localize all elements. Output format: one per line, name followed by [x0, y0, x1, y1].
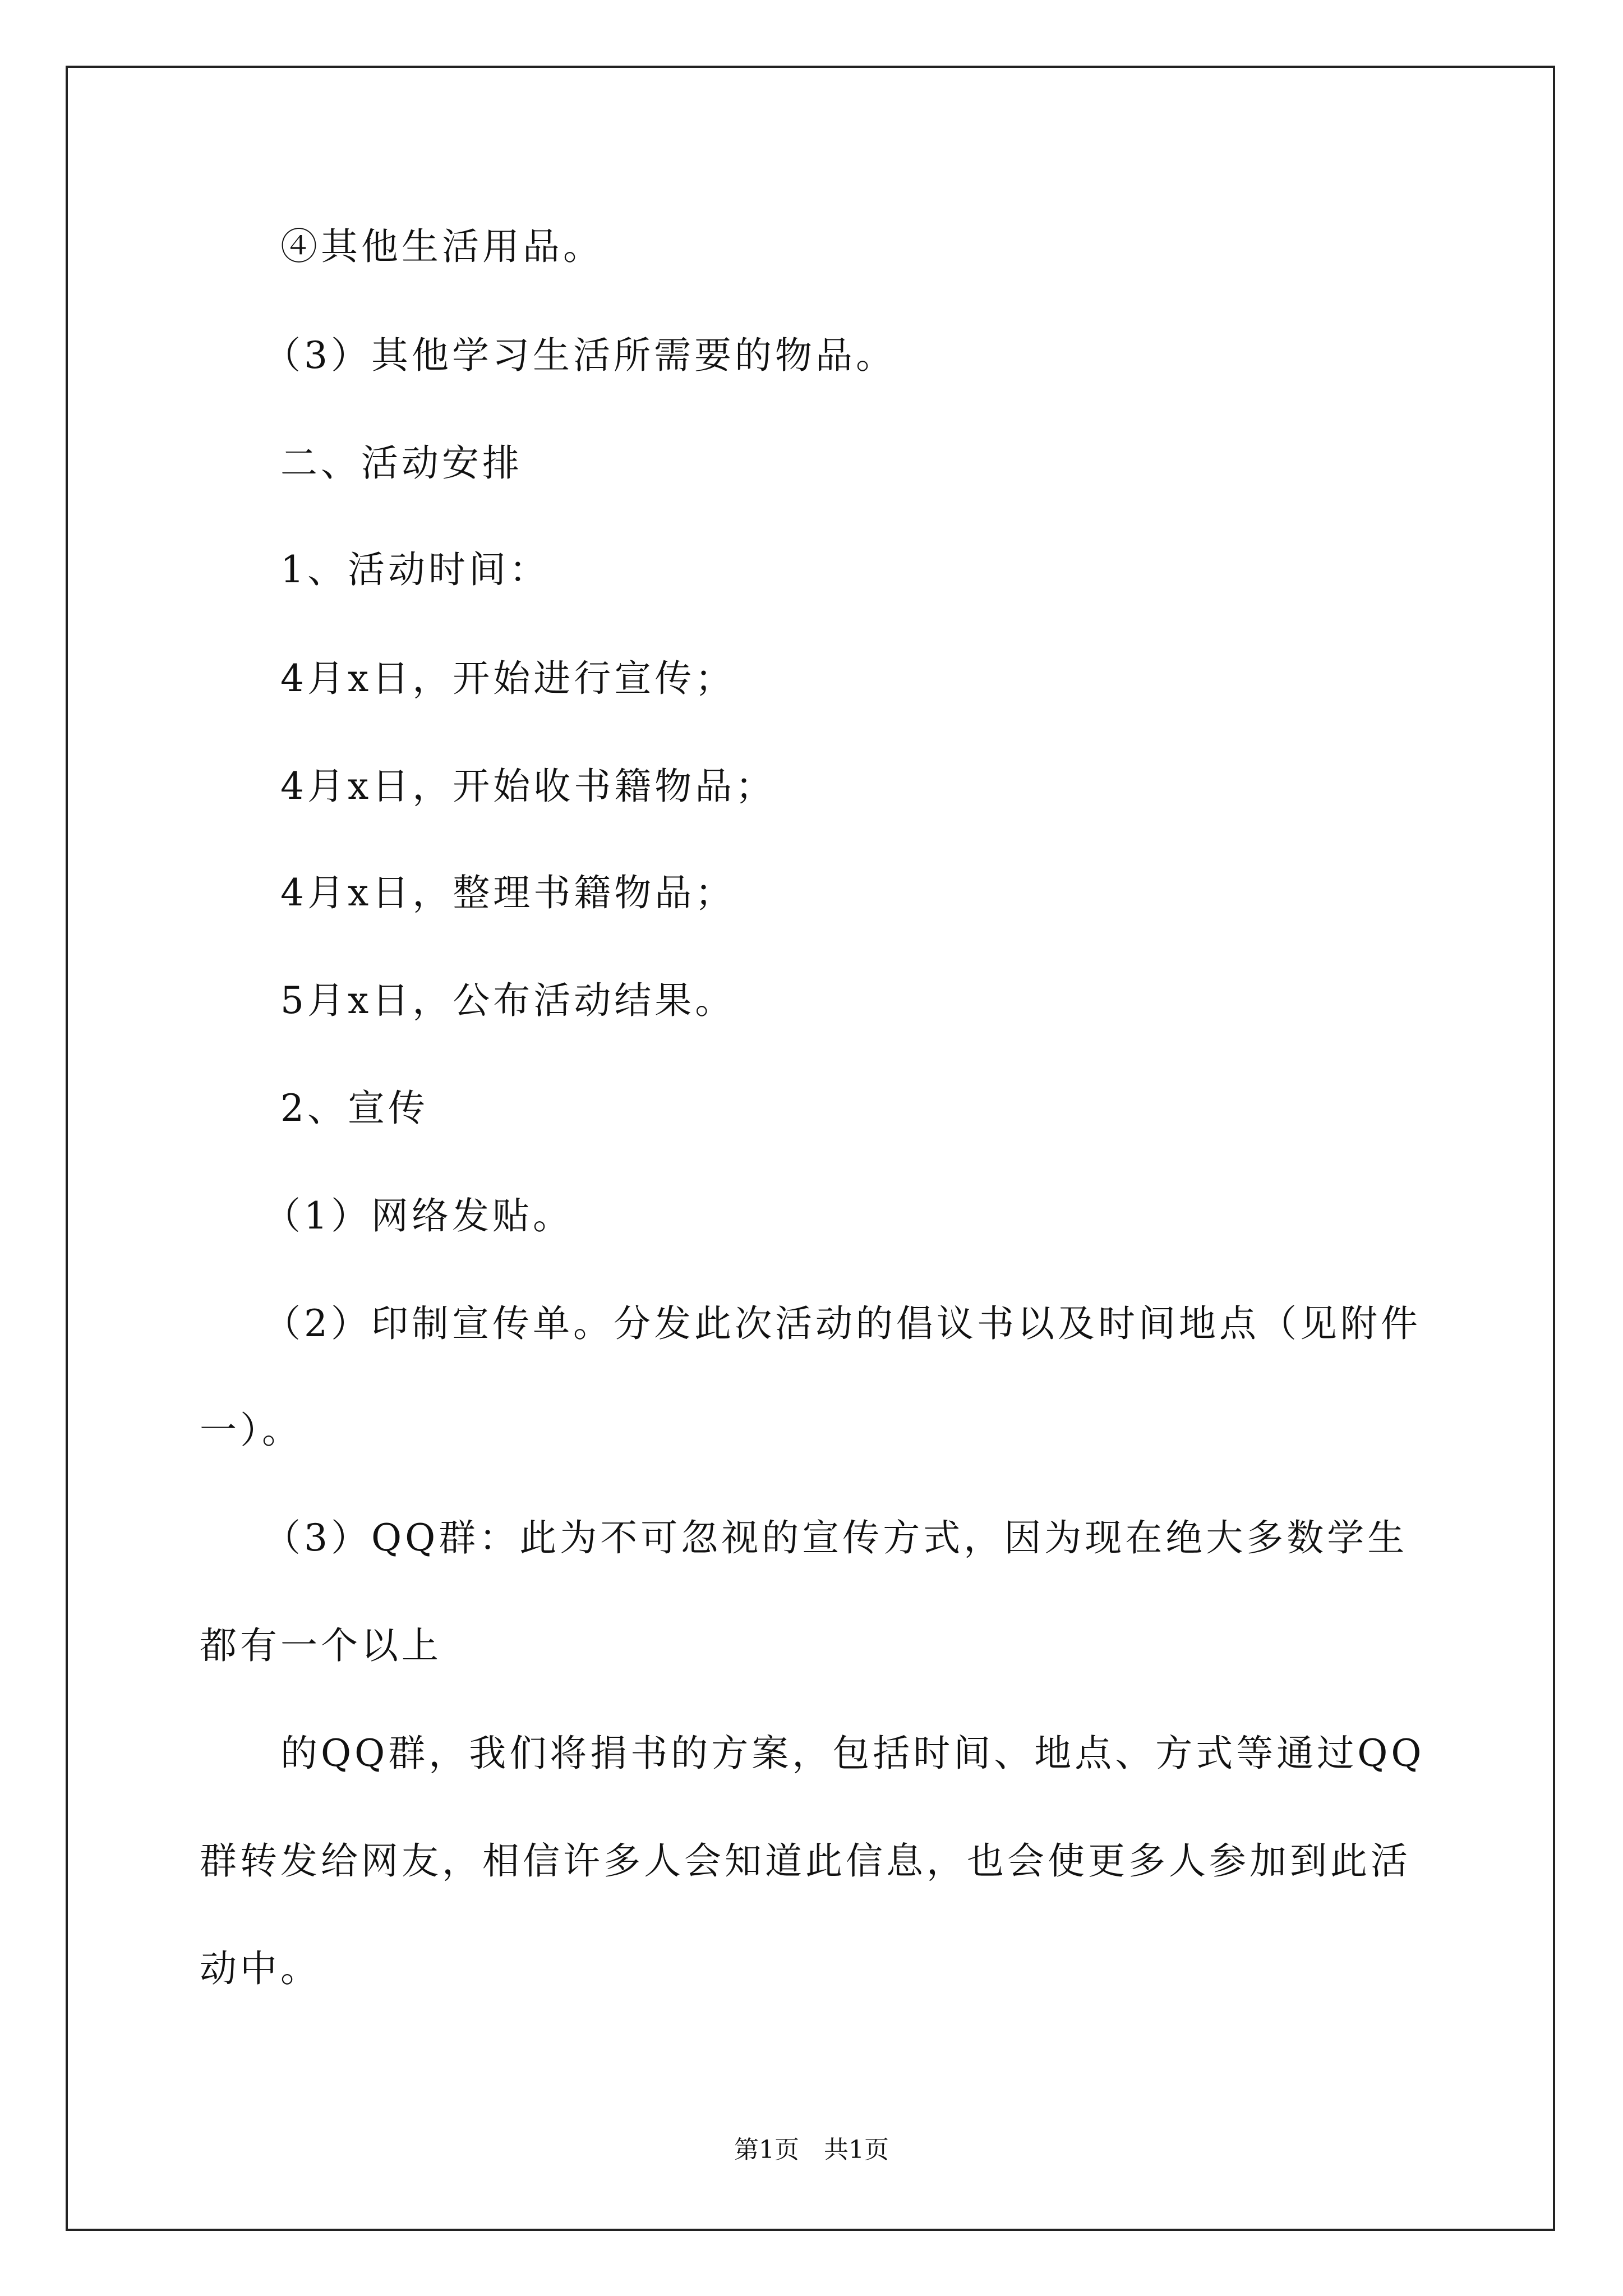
publicity-item-flyers-line-2: 一）。 [200, 1409, 302, 1452]
publicity-item-qq-group-line-1: （3）QQ群：此为不可忽视的宣传方式，因为现在绝大多数学生 [264, 1516, 1408, 1559]
schedule-item-collect-books: 4月x日，开始收书籍物品； [280, 765, 776, 808]
subheading-publicity: 2、宣传 [280, 1087, 428, 1130]
page-border [66, 66, 1555, 2231]
section-heading-activity-arrangement: 二、活动安排 [280, 441, 523, 485]
paragraph-qq-forward-line-2: 群转发给网友，相信许多人会知道此信息，也会使更多人参加到此活 [200, 1839, 1411, 1883]
publicity-item-qq-group-line-2: 都有一个以上 [200, 1624, 442, 1667]
publicity-item-flyers-line-1: （2）印制宣传单。分发此次活动的倡议书以及时间地点（见附件 [264, 1302, 1421, 1345]
paragraph-other-study-items: （3）其他学习生活所需要的物品。 [264, 334, 896, 377]
paragraph-other-daily-items: ④其他生活用品。 [280, 225, 603, 268]
paragraph-qq-forward-line-3: 动中。 [200, 1947, 321, 1990]
publicity-item-online-post: （1）网络发贴。 [264, 1194, 573, 1237]
subheading-activity-time: 1、活动时间： [280, 548, 550, 591]
schedule-item-announce-results: 5月x日，公布活动结果。 [280, 979, 736, 1022]
schedule-item-publicity: 4月x日，开始进行宣传； [280, 657, 736, 700]
paragraph-qq-forward-line-1: 的QQ群，我们将捐书的方案，包括时间、地点、方式等通过QQ [280, 1732, 1425, 1775]
schedule-item-sort-books: 4月x日，整理书籍物品； [280, 871, 736, 914]
page-footer: 第1页 共1页 [734, 2136, 889, 2164]
